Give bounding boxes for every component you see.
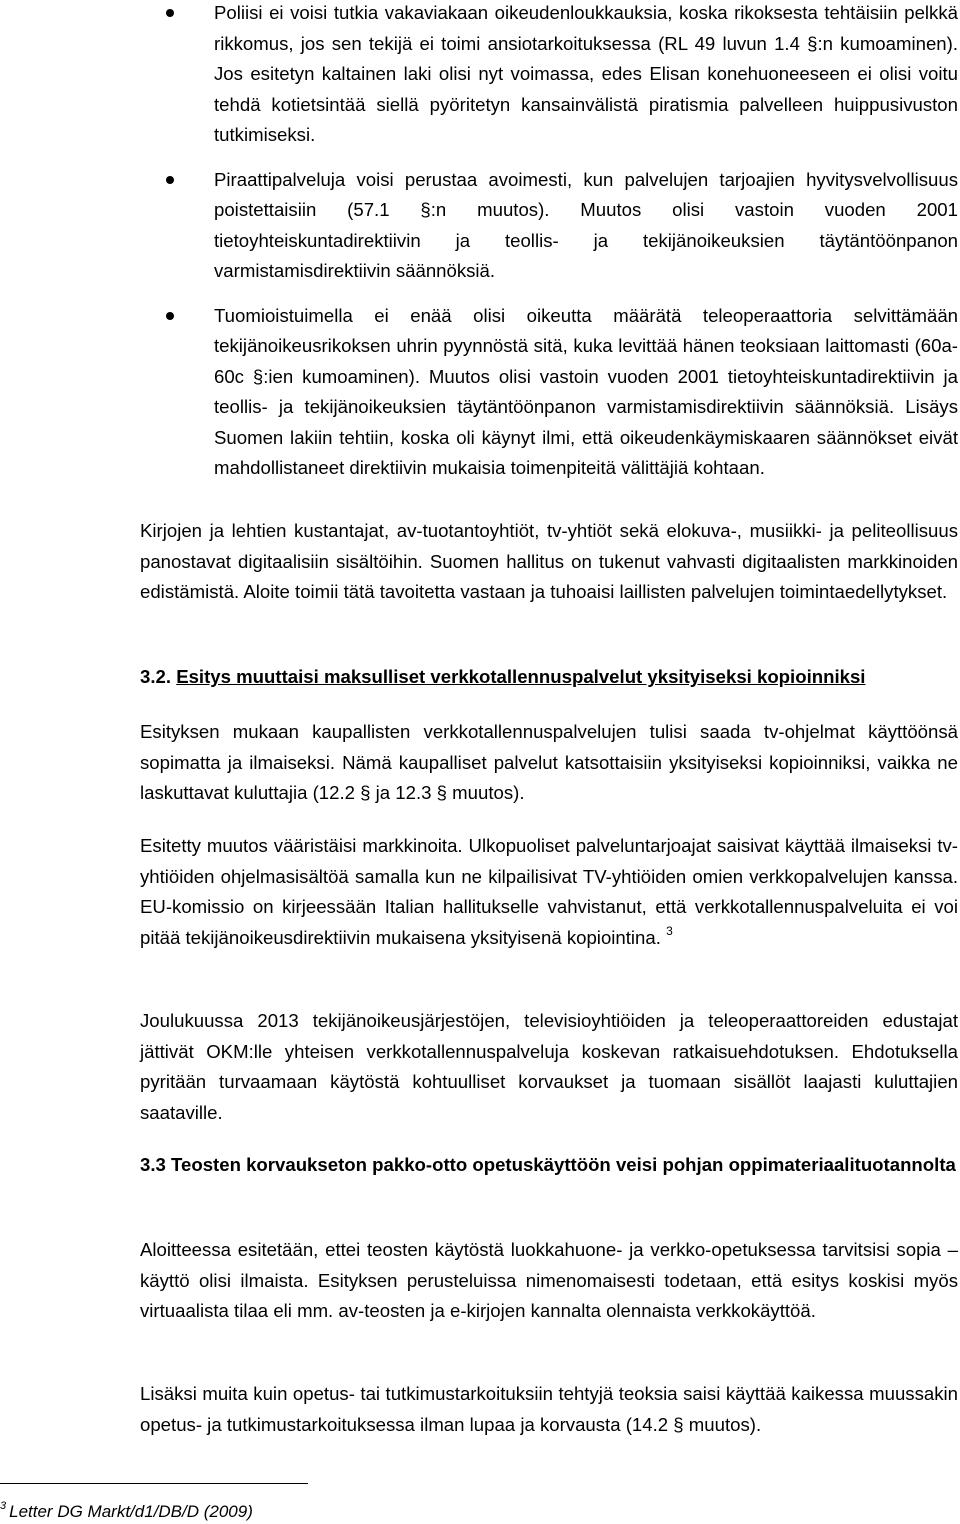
bullet-list [140,0,958,484]
section-number: 3.2. [140,666,172,687]
bullet-icon [166,312,174,320]
bullet-icon [166,9,174,17]
footnote-separator [0,1483,308,1484]
footnote-reference[interactable]: 3 [666,923,673,938]
section-title: 3.3 Teosten korvaukseton pakko-otto opetuskäyttöön veisi pohjan oppimateriaalituotannolta [140,1154,956,1175]
paragraph-market-distortion [140,831,958,953]
paragraph-teaching-use: Aloitteessa esitetään, ettei teosten käytöstä luokkahuone- ja verkko-opetuksessa tarvitsisi sopia – käyttö olisi ilmaista. Esityksen perusteluissa nimenomaisesti todetaan, että esitys koskisi myös virtuaalista tilaa eli mm. av-teosten ja e-kirjojen kannalta olennaista verkkokäyttöä. [140,1239,958,1321]
bullet-item-courts [140,301,958,484]
paragraph-publishers: Kirjojen ja lehtien kustantajat, av-tuotantoyhtiöt, tv-yhtiöt sekä elokuva-, musiikki- ja peliteollisuus panostavat digitaalisiin sisältöihin. Suomen hallitus on tukenut vahvasti digitaalisten markkinoiden edistämistä. Aloite toimii tätä tavoitetta vastaan ja tuhoaisi laillisten palvelujen toimintaedellytykset. [140,520,958,602]
footnote-mark: 3 [0,1500,7,1512]
bullet-item-police [140,0,958,151]
footnote-text: Letter DG Markt/d1/DB/D (2009) [9,1502,253,1521]
paragraph-other-works: Lisäksi muita kuin opetus- tai tutkimustarkoituksiin tehtyjä teoksia saisi käyttää kaikessa muussakin opetus- ja tutkimustarkoituksessa ilman lupaa ja korvausta (14.2 § muutos). [140,1383,958,1435]
bullet-icon [166,176,174,184]
paragraph-text: Esitetty muutos vääristäisi markkinoita. Ulkopuoliset palveluntarjoajat saisivat käyttää ilmaiseksi tv-yhtiöiden ohjelmasisältöä samalla kun ne kilpailisivat TV-yhtiöiden omien verkkopalvelujen kanssa. EU-komissio on kirjeessään Italian hallitukselle vahvistanut, että verkkotallennuspalveluita ei voi pitää tekijänoikeusdirektiivin mukaisena yksityisenä kopiointina. [140,835,958,948]
bullet-text: Tuomioistuimella ei enää olisi oikeutta määrätä teleoperaattoria selvittämään tekijänoikeusrikoksen uhrin pyynnöstä sitä, kuka levittää hänen teoksiaan laittomasti (60a-60c §:ien kumoaminen). Muutos olisi vastoin vuoden 2001 tietoyhteiskuntadirektiivin ja teollis- ja tekijänoikeuksien täytäntöönpanon varmistamisdirektiivin säännöksiä. Lisäys Suomen lakiin tehtiin, koska oli käynyt ilmi, että oikeudenkäymiskaaren säännökset eivät mahdollistaneet direktiivin mukaisia toimenpiteitä välittäjiä kohtaan. [214,304,958,478]
paragraph-proposal: Esityksen mukaan kaupallisten verkkotallennuspalvelujen tulisi saada tv-ohjelmat käyttöönsä sopimatta ja ilmaiseksi. Nämä kaupalliset palvelut katsottaisiin yksityiseksi kopioinniksi, vaikka ne laskuttavat kuluttajia (12.2 § ja 12.3 § muutos). [140,721,958,803]
section-heading-3-3 [140,1150,958,1181]
bullet-item-piracy-services [140,165,958,287]
bullet-text: Piraattipalveluja voisi perustaa avoimesti, kun palvelujen tarjoajien hyvitysvelvollisuus poistettaisiin (57.1 §:n muutos). Muutos olisi vastoin vuoden 2001 tietoyhteiskuntadirektiivin ja teollis- ja tekijänoikeuksien täytäntöönpanon varmistamisdirektiivin säännöksiä. [214,168,958,281]
bullet-text: Poliisi ei voisi tutkia vakaviakaan oikeudenloukkauksia, koska rikoksesta tehtäisiin pelkkä rikkomus, jos sen tekijä ei toimi ansiotarkoituksessa (RL 49 luvun 1.4 §:n kumoaminen). Jos esitetyn kaltainen laki olisi nyt voimassa, edes Elisan konehuoneeseen ei olisi voitu tehdä kotietsintää siellä pyöritetyn kansainvälistä piratismia palvelleen huippusivuston tutkimiseksi. [214,2,958,145]
section-title: Esitys muuttaisi maksulliset verkkotallennuspalvelut yksityiseksi kopioinniksi [176,666,866,687]
footnote [0,1494,253,1524]
paragraph-december-2013: Joulukuussa 2013 tekijänoikeusjärjestöjen, televisioyhtiöiden ja teleoperaattoreiden edustajat jättivät OKM:lle yhteisen verkkotallennuspalveluja koskevan ratkaisuehdotuksen. Ehdotuksella pyritään turvaamaan käytöstä kohtuulliset korvaukset ja tuomaan sisällöt laajasti kuluttajien saataville. [140,1010,958,1123]
section-heading-3-2 [140,662,958,693]
